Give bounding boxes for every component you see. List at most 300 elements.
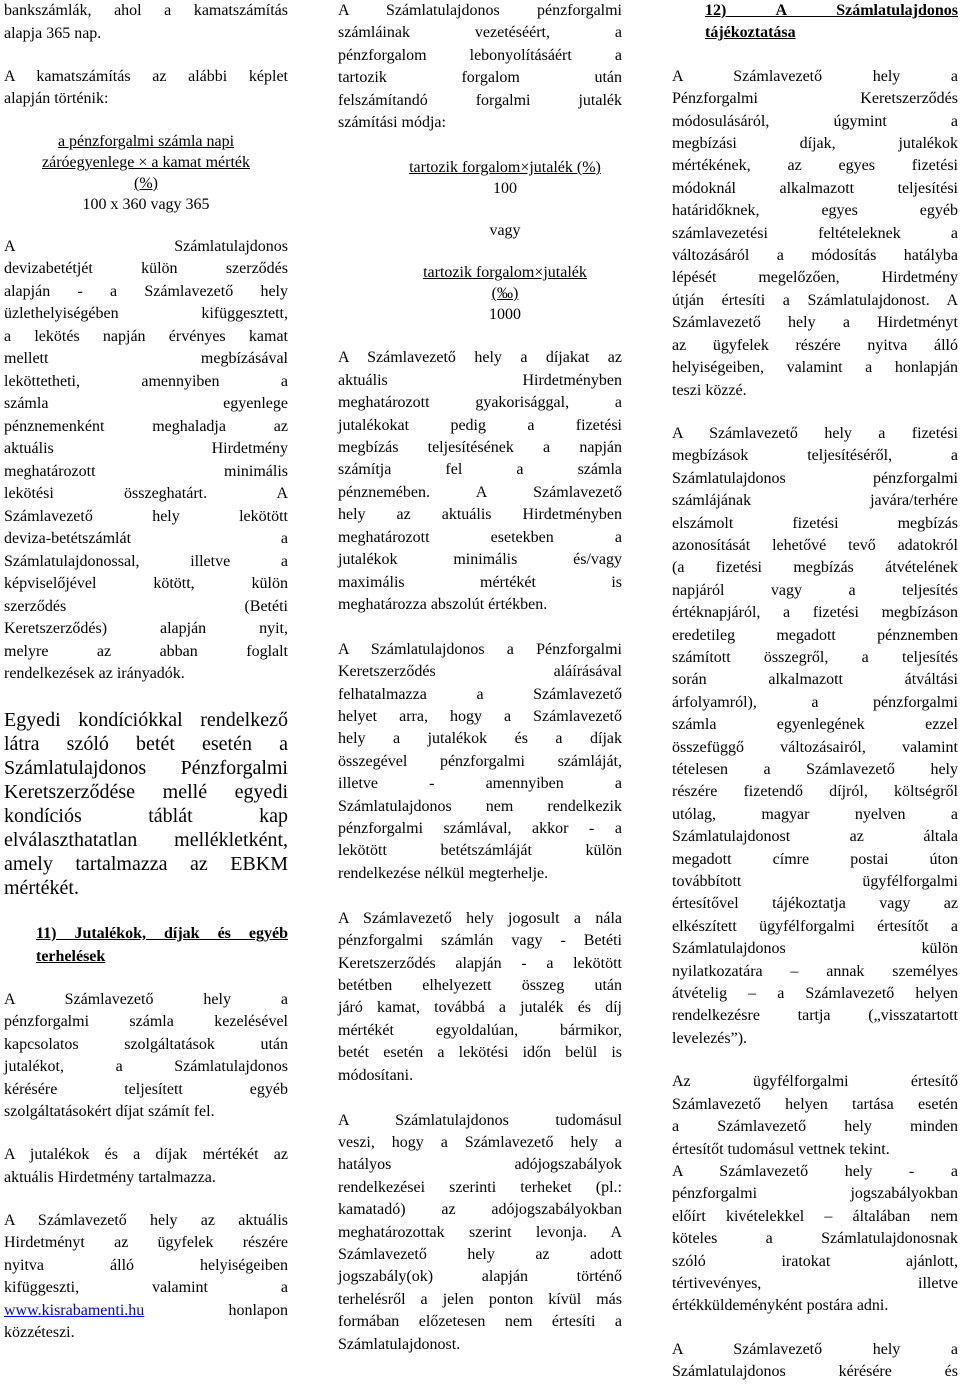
text-line-content: számla egyenlegének ezzel [672,716,958,734]
text-line [672,88,958,110]
text-line [4,461,288,484]
text-line-content: Számlatulajdonost az általa [672,828,958,846]
formula-denominator: 100 x 360 vagy 365 [82,196,210,213]
text-line [338,504,622,526]
text-line-content: A Számlatulajdonos [4,237,288,255]
text-line-content: elkészített ügyfélforgalmi értesítőt a [672,917,958,935]
text-line-content: bankszámlák, ahol a kamatszámítás [4,2,288,19]
text-line [338,22,622,44]
text-line [672,893,958,915]
text-line-content: számláinak vezetéséért, a [338,24,622,42]
text-line-content: Keretszerződés alapján - a lekötött [338,954,622,972]
text-line-content: szolgáltatásokért díjat számít fel. [4,1103,215,1120]
text-line [36,946,288,969]
text-line-content: összefüggő változásairól, valamint [672,738,958,756]
text-line [338,1334,622,1356]
paragraph [4,1144,288,1189]
formula-denominator: 100 [493,179,517,197]
text-line [672,826,958,848]
text-line [338,112,622,134]
text-line-content: tartozik forgalom után [338,69,622,87]
text-line [672,647,958,669]
text-line [672,312,958,334]
text-line [338,415,622,437]
text-line [338,975,622,997]
text-line-content: szerződés (Betéti [4,597,288,615]
text-line-content: teszi közzé. [672,381,747,399]
paragraph [338,347,622,616]
text-line-content: mértékét. [4,876,79,899]
text-line-content: értéknapjáról, a fizetési megbízáson [672,604,958,622]
text-line-content: kérésére teljesített egyéb [4,1080,288,1098]
text-line [4,23,288,46]
text-line-content: napjáról vagy a teljesítés [672,581,958,599]
text-line-content: A jutalékok és a díjak mértékét az [4,1146,288,1163]
text-line-content: módosítani. [338,1066,414,1084]
text-line-content: tételesen a Számlavezető hely [672,761,958,778]
text-line [672,1005,958,1027]
text-line-content: módosulásáról, úgymint a [672,112,958,130]
text-line [338,1065,622,1087]
formula-numerator-text: tartozik forgalom×jutalék (%) [409,158,601,176]
text-line [672,714,958,736]
text-line [672,335,958,357]
paragraph [4,66,288,111]
formula-numerator-line [4,173,288,194]
text-line-content: látra szóló betét esetén a [4,732,288,755]
text-line-content: A Számlavezető hely az aktuális [4,1211,288,1229]
text-line [338,0,622,22]
text-line [338,1177,622,1199]
text-line-content: rendelkezései szerinti terheket (pl.: [338,1178,622,1196]
text-line [4,573,288,596]
text-line-content: meghatározott gyakorisággal, a [338,394,622,412]
text-line [672,871,958,893]
text-line [4,438,288,461]
text-line [672,1094,958,1116]
text-line [4,1144,288,1167]
text-line [338,863,622,885]
text-line-content: alapján - a Számlavezető hely [4,282,288,300]
text-line [705,0,958,22]
text-line [672,625,958,647]
text-line [338,818,622,840]
text-line [4,88,288,111]
text-line-content: devizabetétjét külön szerződés [4,260,288,277]
text-line [338,751,622,773]
text-line [338,572,622,594]
text-line-content: aktuális Hirdetmény tartalmazza. [4,1168,216,1186]
text-line [672,1071,958,1093]
text-line-content: számítja fel a számla [338,461,622,479]
text-line-content: aktuális Hirdetmény [4,440,288,457]
text-line [4,0,288,23]
text-line [672,155,958,177]
text-line-content: lekötési összeghatárt. A [4,485,288,502]
text-line-content: kondíciós táblát kap [4,804,288,827]
text-line-content: számlavezetési feltételeknek a [672,224,958,242]
text-line-content: A Számlavezető hely a [672,1340,958,1358]
text-line-content: módoknál alkalmazott teljesítési [672,179,958,197]
text-line-content: Számlatulajdonost. [338,1335,461,1353]
text-line [672,1139,958,1161]
text-line-content: határidőknek, egyes egyéb [672,202,958,220]
text-line-content: mellett megbízásával [4,350,288,367]
text-line-content: A Számlatulajdonos tudomásul [338,1111,622,1129]
text-line-content: számított összegről, a teljesítés [672,648,958,666]
text-line-content: A Számlatulajdonos a Pénzforgalmi [338,640,622,658]
text-line-content: (a fizetési megbízás átvételének [672,559,958,577]
text-line [4,506,288,529]
text-line [338,728,622,750]
text-line-content: terhelésről a jelen ponton kívül más [338,1290,622,1308]
text-line-content: megadott címre postai úton [672,850,958,868]
text-line-content: pénznemenként meghaladja az [4,417,288,435]
text-line [672,245,958,267]
column-2 [338,0,622,1356]
text-line-content: Az ügyfélforgalmi értesítő [672,1073,958,1091]
text-line [4,804,288,828]
text-line-content: Keretszerződése mellé egyedi [4,780,288,803]
formula-numerator-line [4,152,288,173]
paragraph [672,1161,958,1318]
text-line [4,1322,288,1345]
text-line [338,953,622,975]
text-line [4,756,288,780]
text-line-content: Számlatulajdonos külön [672,940,958,958]
text-line [672,938,958,960]
text-line-content: továbbított ügyfélforgalmi [672,873,958,891]
column-1 [4,0,288,1345]
text-line [4,281,288,304]
text-line-content [4,1302,288,1319]
text-line-content: melyre az abban foglalt [4,642,288,660]
formula-spacer [388,199,622,220]
text-line-content: előírt kivételekkel – általában nem [672,1207,958,1225]
text-line [672,759,958,781]
text-line [4,596,288,619]
text-line-content: Hirdetményt az ügyfelek részére [4,1234,288,1251]
formula-numerator-text: záróegyenlege × a kamat mérték [41,154,251,171]
text-line [672,961,958,983]
text-segment: honlapon [144,1301,288,1319]
text-line-content: értesítőt tudomásul vettnek tekint. [672,1140,890,1158]
text-line [4,1277,288,1300]
text-line [338,1311,622,1333]
formula-denominator: 1000 [489,305,521,323]
text-line-content: deviza-betétszámlát a [4,530,288,547]
text-line [672,468,958,490]
text-line [672,1206,958,1228]
text-line [338,639,622,661]
text-line-content: Keretszerződés aláírásával [338,663,622,681]
text-line [4,876,288,900]
text-line-content: kamatadó) az adójogszabályokban [338,1201,622,1219]
text-line-content: hely az aktuális Hirdetményben [338,506,622,524]
text-line [4,641,288,664]
text-line [338,1289,622,1311]
text-line [338,437,622,459]
text-line [4,618,288,641]
text-line-content: szóló iratokat ajánlott, [672,1252,958,1270]
formula [4,131,288,215]
text-line [4,303,288,326]
text-line [338,1266,622,1288]
text-line [4,236,288,259]
text-line-content: rendelkezések az irányadók. [4,665,185,682]
text-line [4,416,288,439]
text-line-content: Számlatulajdonos pénzforgalmi [672,469,958,487]
text-line [672,111,958,133]
text-line-content: betétben elhelyezett összeg után [338,977,622,994]
text-line-content: a lekötés napján érvényes kamat [4,327,288,345]
text-line [338,1110,622,1132]
formula-numerator-line [388,157,622,178]
text-line-content: betét esetén a lekötési időn belül is [338,1044,622,1062]
text-line-content: jutalékok minimális és/vagy [338,551,622,569]
text-line-content: összegével pénzforgalmi számláját, [338,752,622,770]
text-line [338,706,622,728]
text-line [672,1251,958,1273]
text-line [4,1210,288,1233]
text-line [338,1132,622,1154]
text-line [672,380,958,402]
text-line [338,347,622,369]
paragraph [672,66,958,402]
text-line [338,1042,622,1064]
text-line-content: helyiségeiben, valamint a honlapján [672,359,958,377]
text-line [4,551,288,574]
text-line-content: veszi, hogy a Számlavezető hely a [338,1133,622,1151]
section-heading [4,923,288,968]
text-line [672,1361,958,1383]
text-line [338,1154,622,1176]
text-line [4,1167,288,1190]
paragraph [4,989,288,1124]
paragraph [4,0,288,45]
text-line-content: nyitva álló helyiségeiben [4,1256,288,1274]
text-line [672,357,958,379]
text-line-content: Számlavezető helyen tartása esetén [672,1095,958,1113]
text-line [672,200,958,222]
text-line [672,916,958,938]
text-line-content: A Számlavezető hely a [4,990,288,1008]
formula-numerator-text: (%) [134,175,158,192]
text-line-content: Számlatulajdonos nem rendelkezik [338,797,622,815]
text-line [338,482,622,504]
paragraph [672,1071,958,1161]
paragraph [338,908,622,1087]
text-line-content: utólag, magyar nyelven a [672,805,958,823]
text-line [338,1020,622,1042]
text-line [4,393,288,416]
text-line [672,445,958,467]
text-line-content: levelezés”). [672,1029,748,1047]
text-line-content: Számlatulajdonos Pénzforgalmi [4,756,288,779]
text-line [672,557,958,579]
text-line [338,1199,622,1221]
text-line-content: jutalékot, a Számlatulajdonos [4,1058,288,1075]
text-line-content: tértivevényes, illetve [672,1274,958,1292]
text-line [338,796,622,818]
text-line [672,1228,958,1250]
column-3 [672,0,958,1384]
text-line [338,1222,622,1244]
text-line-content: tájékoztatása [705,24,796,42]
formula-numerator-text: (‰) [491,284,519,302]
text-line [4,348,288,371]
text-line [338,840,622,862]
text-line [338,661,622,683]
text-line [672,669,958,691]
paragraph [672,1339,958,1384]
text-line-content: az ügyfelek részére nyitva álló [672,336,958,354]
text-line-content: A Számlatulajdonos pénzforgalmi [338,2,622,19]
text-line-content: a Számlavezető hely minden [672,1118,958,1136]
text-line [338,594,622,616]
text-line-content: leköttetheti, amennyiben a [4,372,288,390]
text-line-content: alapja 365 nap. [4,24,102,42]
text-line [672,1339,958,1361]
text-line [338,549,622,571]
text-line [4,1101,288,1124]
text-line-content: A Számlavezető hely a fizetési [672,424,958,442]
text-line-content: értesítővel tájékoztatja vagy az [672,895,958,913]
text-line [4,1011,288,1034]
text-line [672,267,958,289]
text-line-content: számítási módja: [338,114,446,132]
text-line-content: Számlavezető hely az adott [338,1245,622,1263]
text-line-content: járó kamat, továbbá a jutalék és díj [338,999,622,1017]
text-line [338,773,622,795]
text-line-content: jutalékokat pedig a fizetési [338,416,622,434]
text-line-content: változásáról a módosítás hatályba [672,247,958,265]
text-line-content: pénznemében. A Számlavezető [338,483,622,501]
website-link[interactable]: www.kisrabamenti.hu [4,1301,145,1319]
text-line-content: árfolyamról), a pénzforgalmi [672,693,958,711]
text-line [4,852,288,876]
text-line-content: hatályos adójogszabályok [338,1156,622,1174]
text-line-content: Számlavezető hely lekötött [4,507,288,525]
text-line-content: aktuális Hirdetményben [338,371,622,389]
text-line [672,290,958,312]
text-line-content: számlájának javára/terhére [672,492,958,510]
text-line [672,737,958,759]
text-line [338,908,622,930]
text-line-content: 12) A Számlatulajdonos [705,2,958,19]
text-line [4,528,288,551]
text-line [672,490,958,512]
paragraph [338,0,622,134]
text-line [4,1255,288,1278]
text-line [4,708,288,732]
text-line-content: amely tartalmazza az EBKM [4,852,288,875]
text-line-content: meghatározott esetekben a [338,528,622,546]
text-line-content: számla egyenlege [4,395,288,412]
text-line-content: üzlethelyiségében kifüggesztett, [4,305,288,322]
text-line [338,930,622,952]
text-line [672,580,958,602]
text-line-content: A Számlavezető hely - a [672,1162,958,1180]
text-line [672,1273,958,1295]
paragraph [4,236,288,686]
text-line-content: útján értesíti a Számlatulajdonost. A [672,291,958,309]
text-line [4,483,288,506]
text-line [36,923,288,946]
text-line [338,45,622,67]
text-line [4,1300,288,1323]
text-line-content: nyilatkozatára – annak személyes [672,962,958,980]
formula-numerator-text: tartozik forgalom×jutalék [423,263,587,281]
text-line [338,90,622,112]
note-paragraph [4,708,288,900]
paragraph [672,423,958,1050]
text-line-content: A Számlavezető hely a díjakat az [338,349,622,367]
text-line [672,849,958,871]
text-line-content: kifüggeszti, valamint a [4,1279,288,1296]
text-line [672,513,958,535]
text-line-content: megbízás teljesítésének a napján [338,439,622,457]
formula-numerator-line [4,131,288,152]
text-line-content: képviselőjével kötött, külön [4,575,288,592]
text-line-content: értékküldeményként postára adni. [672,1297,889,1315]
text-line-content: lekötött betétszámláját külön [338,842,622,860]
text-line-content: részére fizetendő díjról, költségről [672,783,958,801]
text-line [4,732,288,756]
text-line-content: pénzforgalmi számla kezelésével [4,1013,288,1030]
text-line [4,1034,288,1057]
text-line-content: hely a jutalékok és a díjak [338,730,622,748]
paragraph [338,1110,622,1356]
text-line-content: helyet arra, hogy a Számlavezető [338,708,622,726]
text-line [672,1116,958,1138]
text-line-content: mértékét egyoldalúan, bármikor, [338,1021,622,1039]
text-line-content: átvételig – a Számlavezető helyen [672,985,958,1003]
text-line [338,67,622,89]
paragraph [338,639,622,885]
text-line-content: jogszabály(ok) alapján történő [338,1268,622,1286]
text-line [672,692,958,714]
text-line [705,22,958,44]
formula-numerator-text: a pénzforgalmi számla napi [57,133,235,150]
text-line-content: pénzforgalmi jogszabályokban [672,1185,958,1203]
text-line-content: Egyedi kondíciókkal rendelkező [4,708,288,731]
text-line-content: elválaszthatatlan mellékletként, [4,828,288,851]
text-line-content: pénzforgalmi számlával, akkor - a [338,820,622,838]
text-line [672,781,958,803]
text-line-content: közzéteszi. [4,1324,75,1341]
formula [338,157,622,325]
formula-numerator-line [388,283,622,304]
text-line-content: 11) Jutalékok, díjak és egyéb [36,925,288,942]
text-line-content: megbízások teljesítéséről, a [672,447,958,465]
text-line-content: eredetileg megadott pénznemben [672,626,958,644]
paragraph [4,1210,288,1345]
text-line-content: kapcsolatos szolgáltatások után [4,1035,288,1053]
text-line [4,371,288,394]
text-line [338,1244,622,1266]
text-line [4,1079,288,1102]
text-line [4,989,288,1012]
text-line-content: illetve - amennyiben a [338,775,622,793]
text-line-content: megbízási díjak, jutalékok [672,135,958,153]
text-line [672,983,958,1005]
formula-spacer [388,241,622,262]
text-line-content: pénzforgalom lebonyolításáért a [338,46,622,64]
text-line [4,780,288,804]
text-line-content: meghatározza abszolút értékben. [338,595,548,613]
formula-numerator-line [388,262,622,283]
